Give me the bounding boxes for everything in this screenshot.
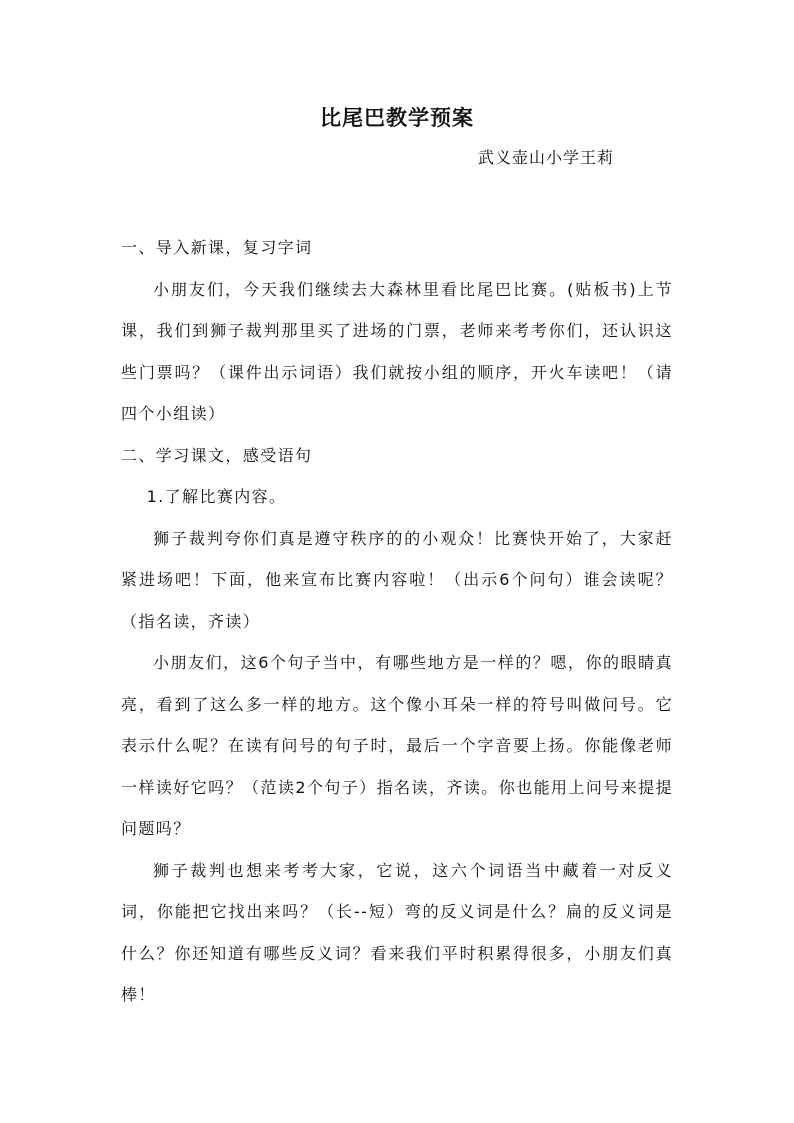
document-body (121, 227, 673, 1016)
section-1-paragraph-1: 小朋友们，今天我们继续去大森林里看比尾巴比赛。(贴板书)上节课，我们到狮子裁判那里买了进场的门票，老师来考考你们，还认识这些门票吗？（课件出示词语）我们就按小组的顺序，开火车读吧！（请四个小组读） (121, 279, 673, 423)
document-title: 比尾巴教学预案 (320, 105, 474, 130)
section-2-paragraph-2: 小朋友们，这6个句子当中，有哪些地方是一样的？嗯，你的眼睛真亮，看到了这么多一样的地方。这个像小耳朵一样的符号叫做问号。它表示什么呢？在读有问号的句子时，最后一个字音要上扬。你能像老师一样读好它吗？（范读2个句子）指名读，齐读。你也能用上问号来提提问题吗？ (121, 653, 673, 838)
section-2-heading: 二、学习课文，感受语句 (121, 445, 313, 465)
section-2-paragraph-1: 狮子裁判夸你们真是遵守秩序的的小观众！比赛快开始了，大家赶紧进场吧！下面，他来宣布比赛内容啦！（出示6个问句）谁会读呢？（指名读，齐读） (121, 528, 673, 631)
section-1-heading: 一、导入新课，复习字词 (121, 238, 313, 257)
document-author: 武义壶山小学王莉 (478, 148, 615, 167)
section-2-paragraph-3: 狮子裁判也想来考考大家，它说，这六个词语当中藏着一对反义词，你能把它找出来吗？（长--短）弯的反义词是什么？扁的反义词是什么？你还知道有哪些反义词？看来我们平时积累得很多，小朋友们真棒！ (121, 860, 673, 1004)
section-2-subheading-1: 1.了解比赛内容。 (146, 487, 287, 506)
